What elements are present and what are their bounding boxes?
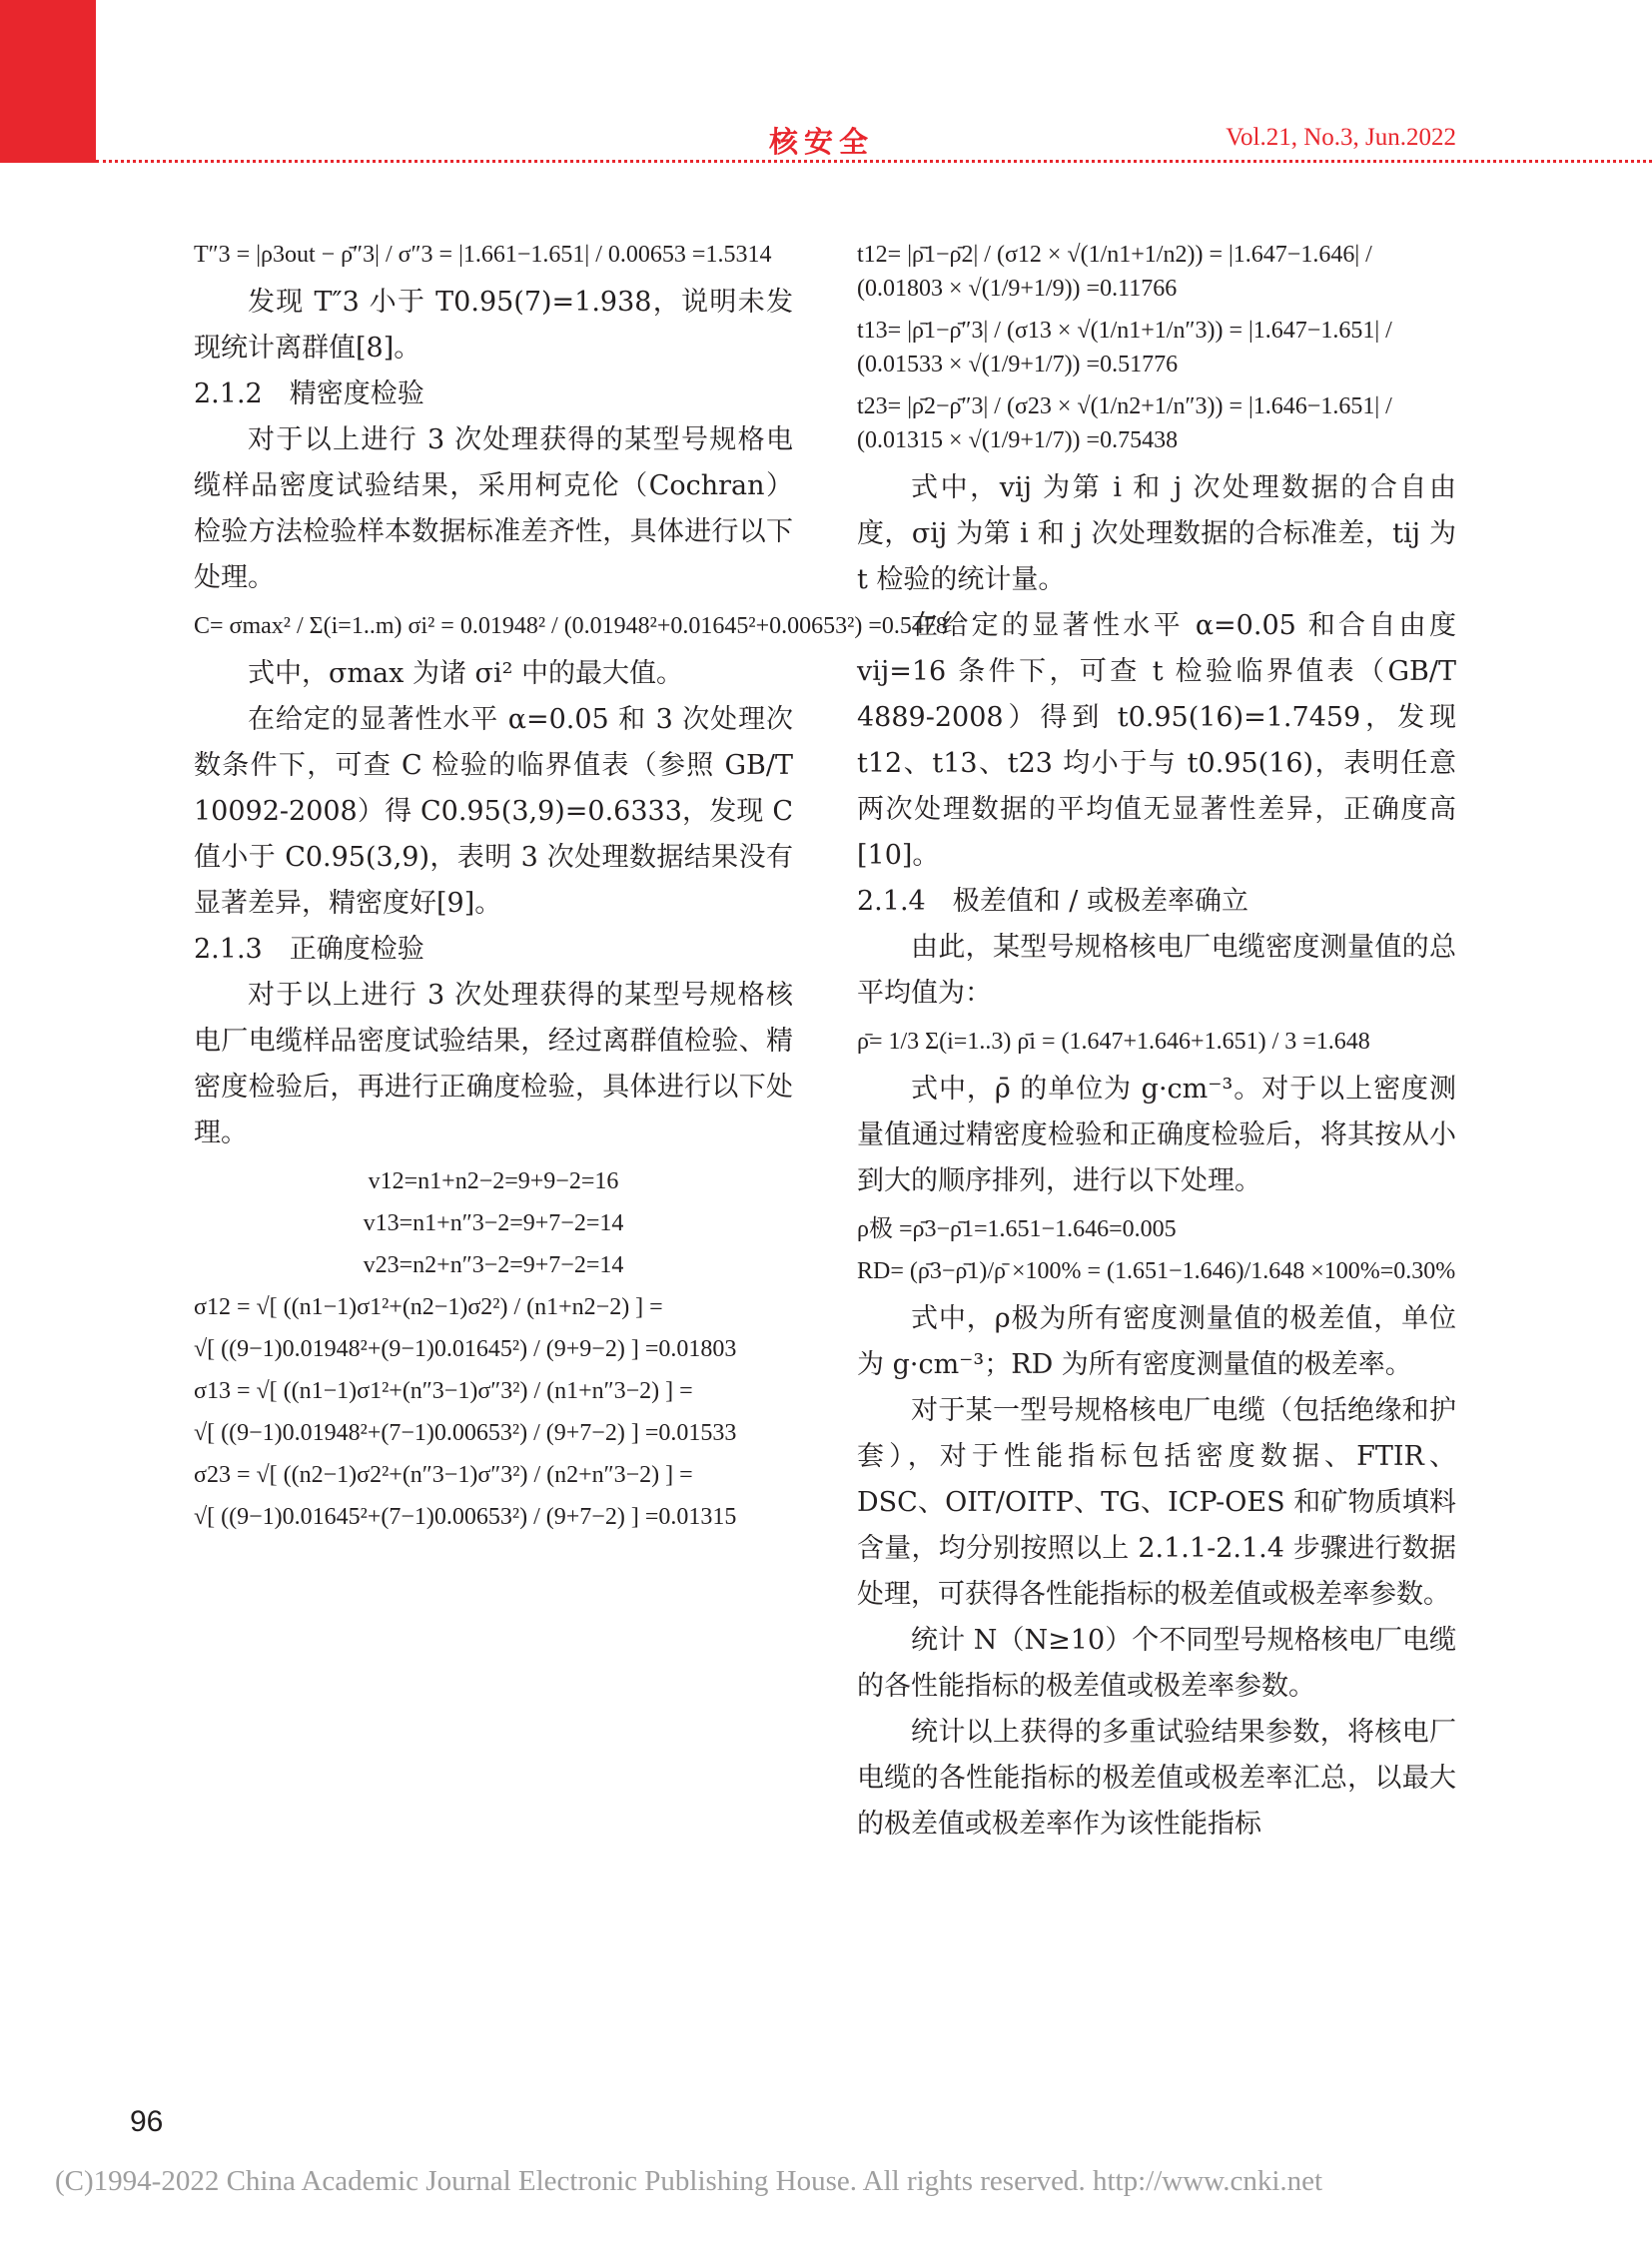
equation-range: ρ极 =ρ̄3−ρ̄1=1.651−1.646=0.005: [857, 1216, 1177, 1242]
equation-t13: t13= |ρ̄1−ρ̄″3| / (σ13 × √(1/n1+1/n″3)) = |1.647−1.651| / (0.01533 × √(1/9+1/7)) =0.51776: [857, 318, 1392, 377]
equation-t12: t12= |ρ̄1−ρ̄2| / (σ12 × √(1/n1+1/n2)) = |1.647−1.646| / (0.01803 × √(1/9+1/9)) =0.11766: [857, 242, 1372, 302]
paragraph: 在给定的显著性水平 α=0.05 和合自由度 vij=16 条件下，可查 t 检验临界值表（GB/T 4889-2008）得到 t0.95(16)=1.7459，发现 t12、t13、t23 均小于与 t0.95(16)，表明任意两次处理数据的平均值无显著性差异，正确度高[10]。: [857, 610, 1456, 871]
equation-sigma12-a: σ12 = √[ ((n1−1)σ1²+(n2−1)σ2²) / (n1+n2−2) ] =: [194, 1294, 663, 1320]
section-heading: 2.1.3 正确度检验: [194, 934, 424, 965]
copyright-footer: (C)1994-2022 China Academic Journal Electronic Publishing House. All rights reserved. http://www.cnki.net: [55, 2165, 1323, 2197]
paragraph: 式中，ρ极为所有密度测量值的极差值，单位为 g·cm⁻³；RD 为所有密度测量值的极差率。: [857, 1303, 1456, 1380]
volume-info: Vol.21, No.3, Jun.2022: [1226, 124, 1456, 151]
paragraph: 发现 T″3 小于 T0.95(7)=1.938，说明未发现统计离群值[8]。: [194, 287, 793, 364]
paragraph: 对于以上进行 3 次处理获得的某型号规格电缆样品密度试验结果，采用柯克伦（Cochran）检验方法检验样本数据标准差齐性，具体进行以下处理。: [194, 424, 793, 593]
right-column: [857, 230, 1456, 1848]
paragraph: 式中，σmax 为诸 σi² 中的最大值。: [248, 658, 683, 689]
equation-v23: v23=n2+n″3−2=9+7−2=14: [363, 1252, 624, 1278]
paragraph: 在给定的显著性水平 α=0.05 和 3 次处理次数条件下，可查 C 检验的临界值表（参照 GB/T 10092-2008）得 C0.95(3,9)=0.6333，发现 C 值小于 C0.95(3,9)，表明 3 次处理数据结果没有显著差异，精密度好[9]。: [194, 704, 793, 919]
left-column: [194, 230, 948, 1542]
header-red-block: [0, 0, 96, 163]
paragraph: 统计 N（N≥10）个不同型号规格核电厂电缆的各性能指标的极差值或极差率参数。: [857, 1625, 1456, 1702]
paragraph: 由此，某型号规格核电厂电缆密度测量值的总平均值为：: [857, 932, 1456, 1009]
paragraph: 式中，vij 为第 i 和 j 次处理数据的合自由度，σij 为第 i 和 j 次处理数据的合标准差，tij 为 t 检验的统计量。: [857, 472, 1456, 595]
equation-mean: ρ̄= 1/3 Σ(i=1..3) ρ̄i = (1.647+1.646+1.651) / 3 =1.648: [857, 1029, 1370, 1055]
page-number: 96: [130, 2105, 164, 2138]
equation-sigma13-a: σ13 = √[ ((n1−1)σ1²+(n″3−1)σ″3²) / (n1+n″3−2) ] =: [194, 1378, 693, 1404]
section-heading: 2.1.4 极差值和 / 或极差率确立: [857, 886, 1248, 917]
equation-c: C= σmax² / Σ(i=1..m) σi² = 0.01948² / (0.01948²+0.01645²+0.00653²) =0.5478: [194, 613, 948, 639]
equation-v12: v12=n1+n2−2=9+9−2=16: [368, 1168, 619, 1194]
equation-t23: t23= |ρ̄2−ρ̄″3| / (σ23 × √(1/n2+1/n″3)) = |1.646−1.651| / (0.01315 × √(1/9+1/7)) =0.75438: [857, 393, 1392, 453]
equation-v13: v13=n1+n″3−2=9+7−2=14: [363, 1210, 624, 1236]
equation-rd: RD= (ρ̄3−ρ̄1)/ρ̄ ×100% = (1.651−1.646)/1.648 ×100%=0.30%: [857, 1258, 1456, 1284]
paragraph: 式中，ρ̄ 的单位为 g·cm⁻³。对于以上密度测量值通过精密度检验和正确度检验后，将其按从小到大的顺序排列，进行以下处理。: [857, 1074, 1456, 1196]
section-heading: 2.1.2 精密度检验: [194, 378, 424, 409]
equation-sigma23-a: σ23 = √[ ((n2−1)σ2²+(n″3−1)σ″3²) / (n2+n″3−2) ] =: [194, 1462, 693, 1488]
paragraph: 对于以上进行 3 次处理获得的某型号规格核电厂电缆样品密度试验结果，经过离群值检验、精密度检验后，再进行正确度检验，具体进行以下处理。: [194, 980, 793, 1148]
equation-t3: T″3 = |ρ3out − ρ̄″3| / σ″3 = |1.661−1.651| / 0.00653 =1.5314: [194, 242, 772, 268]
equation-sigma12-b: √[ ((9−1)0.01948²+(9−1)0.01645²) / (9+9−2) ] =0.01803: [194, 1336, 737, 1362]
paragraph: 统计以上获得的多重试验结果参数，将核电厂电缆的各性能指标的极差值或极差率汇总，以最大的极差值或极差率作为该性能指标: [857, 1717, 1456, 1840]
journal-title: 核安全: [769, 125, 875, 159]
paragraph: 对于某一型号规格核电厂电缆（包括绝缘和护套），对于性能指标包括密度数据、FTIR、DSC、OIT/OITP、TG、ICP-OES 和矿物质填料含量，均分别按照以上 2.1.1-2.1.4 步骤进行数据处理，可获得各性能指标的极差值或极差率参数。: [857, 1395, 1456, 1610]
equation-sigma13-b: √[ ((9−1)0.01948²+(7−1)0.00653²) / (9+7−2) ] =0.01533: [194, 1420, 737, 1446]
equation-sigma23-b: √[ ((9−1)0.01645²+(7−1)0.00653²) / (9+7−2) ] =0.01315: [194, 1504, 737, 1530]
